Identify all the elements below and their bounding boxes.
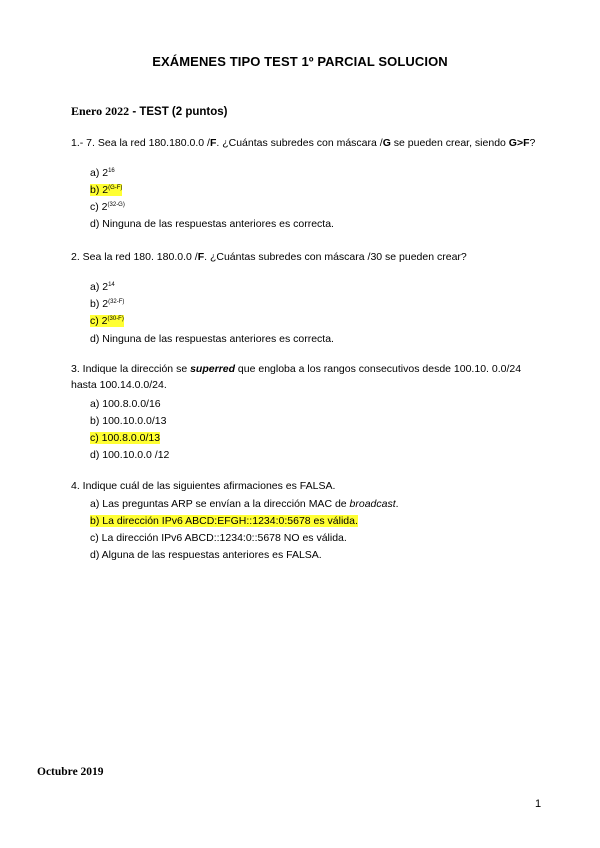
- q4-option-b: b) La dirección IPv6 ABCD:EFGH::1234:0:5678 es válida.: [90, 515, 358, 527]
- q2-f: F: [197, 251, 205, 263]
- section-label: - TEST (2 puntos): [129, 106, 228, 118]
- q1-condition: G>F: [508, 137, 530, 149]
- footer-date: Octubre 2019: [37, 766, 104, 778]
- question-2: 2. Sea la red 180. 180.0.0 /F. ¿Cuántas subredes con máscara /30 se pueden crear?: [71, 251, 467, 263]
- q2-option-b: b) $2^{(32-F)}$: [90, 298, 125, 310]
- page-title: EXÁMENES TIPO TEST 1º PARCIAL SOLUCION: [152, 54, 448, 69]
- q1-option-c: c) $2^{(32-G)}$: [90, 201, 125, 213]
- q4-option-a: a) Las preguntas ARP se envían a la dirección MAC de broadcast.: [90, 498, 399, 510]
- q3-option-d: d) 100.10.0.0 /12: [90, 449, 170, 461]
- q3-option-c: c) 100.8.0.0/13: [90, 432, 161, 444]
- q2-option-d: d) Ninguna de las respuestas anteriores es correcta.: [90, 333, 334, 345]
- q1-option-b: b) $2^{(G-F)}$: [90, 184, 123, 196]
- section-heading: [71, 104, 228, 119]
- q4-option-d: d) Alguna de las respuestas anteriores es FALSA.: [90, 549, 322, 561]
- q1-option-a: a) $2^{16}$: [90, 167, 115, 179]
- q4-option-c: c) La dirección IPv6 ABCD::1234:0::5678 NO es válida.: [90, 532, 347, 544]
- section-date: Enero 2022: [71, 104, 130, 118]
- q3-emphasis: superred: [190, 363, 236, 375]
- page-number: 1: [535, 798, 542, 810]
- q1-f: F: [209, 137, 217, 149]
- question-3-line-2: hasta 100.14.0.0/24.: [71, 379, 167, 391]
- question-3: 3. Indique la dirección se superred que engloba a los rangos consecutivos desde 100.10. 0.0/24: [71, 363, 522, 375]
- q2-option-c: c) $2^{(30-F)}$: [90, 315, 124, 327]
- q3-option-b: b) 100.10.0.0/13: [90, 415, 167, 427]
- question-4: 4. Indique cuál de las siguientes afirmaciones es FALSA.: [71, 480, 336, 492]
- q2-option-a: a) $2^{14}$: [90, 281, 115, 293]
- q3-option-a: a) 100.8.0.0/16: [90, 398, 161, 410]
- q1-g: G: [382, 137, 391, 149]
- question-1: 1.- 7. Sea la red 180.180.0.0 /F. ¿Cuántas subredes con máscara /G se pueden crear, siendo G>F?: [71, 137, 536, 149]
- q1-option-d: d) Ninguna de las respuestas anteriores es correcta.: [90, 218, 334, 230]
